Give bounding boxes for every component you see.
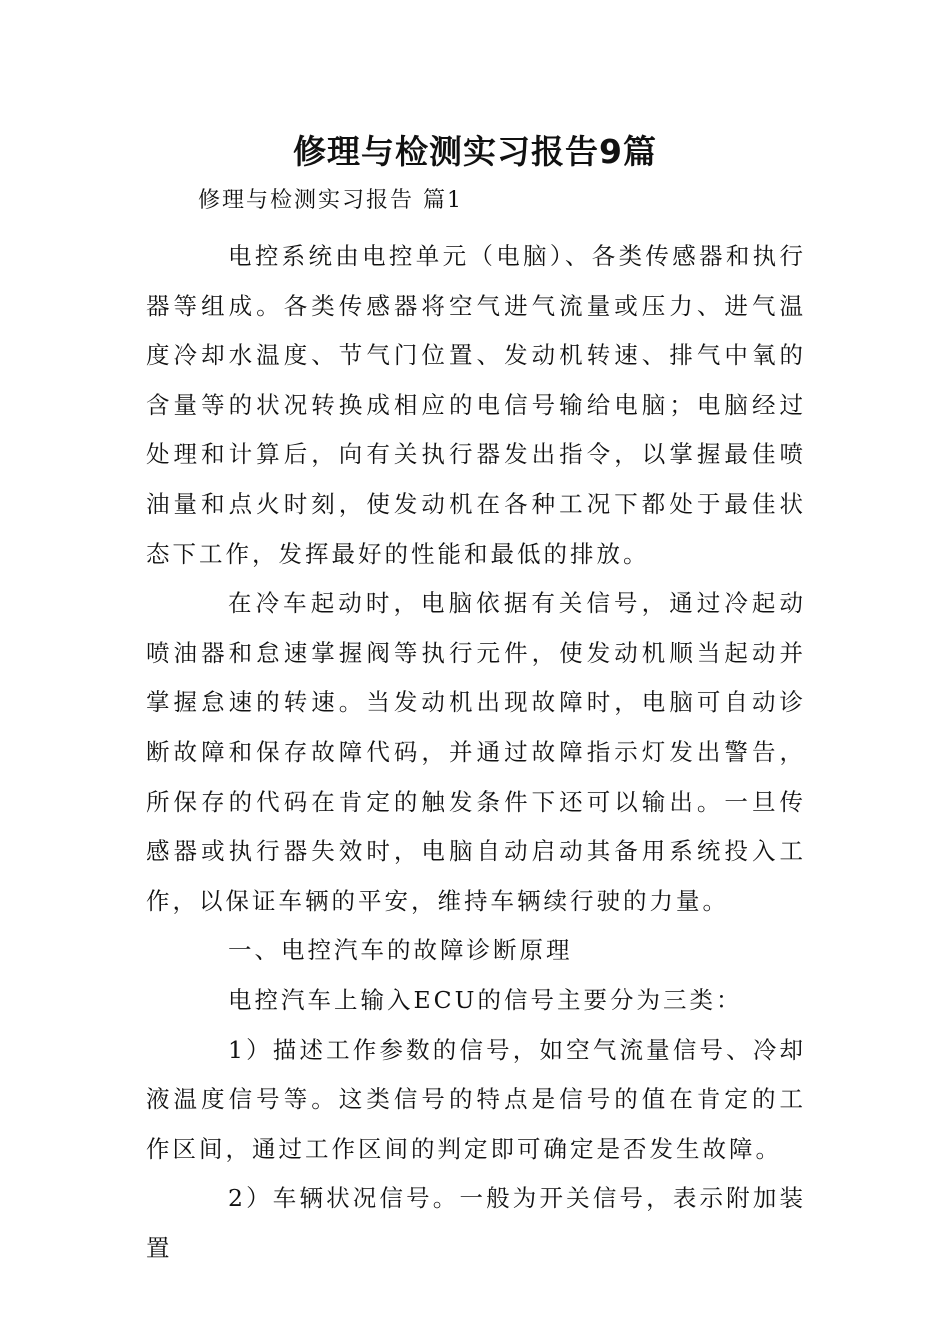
section-heading-2: 电控汽车上输入ECU的信号主要分为三类：	[228, 985, 743, 1014]
list-item-1: 1）描述工作参数的信号，如空气流量信号、冷却液温度信号等。这类信号的特点是信号的值在肯定的工作区间，通过工作区间的判定即可确定是否发生故障。	[146, 1035, 806, 1163]
document-body	[146, 232, 806, 1273]
list-item-2: 2）车辆状况信号。一般为开关信号，表示附加装置	[146, 1184, 806, 1262]
paragraph-1: 电控系统由电控单元（电脑）、各类传感器和执行器等组成。各类传感器将空气进气流量或压力、进气温度冷却水温度、节气门位置、发动机转速、排气中氧的含量等的状况转换成相应的电信号输给电脑；电脑经过处理和计算后，向有关执行器发出指令，以掌握最佳喷油量和点火时刻，使发动机在各种工况下都处于最佳状态下工作，发挥最好的性能和最低的排放。	[146, 242, 806, 568]
section-subtitle: 修理与检测实习报告 篇1	[198, 188, 463, 213]
document-title: 修理与检测实习报告9篇	[293, 132, 657, 171]
paragraph-2: 在冷车起动时，电脑依据有关信号，通过冷起动喷油器和怠速掌握阀等执行元件，使发动机顺当起动并掌握怠速的转速。当发动机出现故障时，电脑可自动诊断故障和保存故障代码，并通过故障指示灯发出警告，所保存的代码在肯定的触发条件下还可以输出。一旦传感器或执行器失效时，电脑自动启动其备用系统投入工作，以保证车辆的平安，维持车辆续行驶的力量。	[146, 589, 806, 915]
section-heading-1: 一、电控汽车的故障诊断原理	[228, 936, 573, 965]
